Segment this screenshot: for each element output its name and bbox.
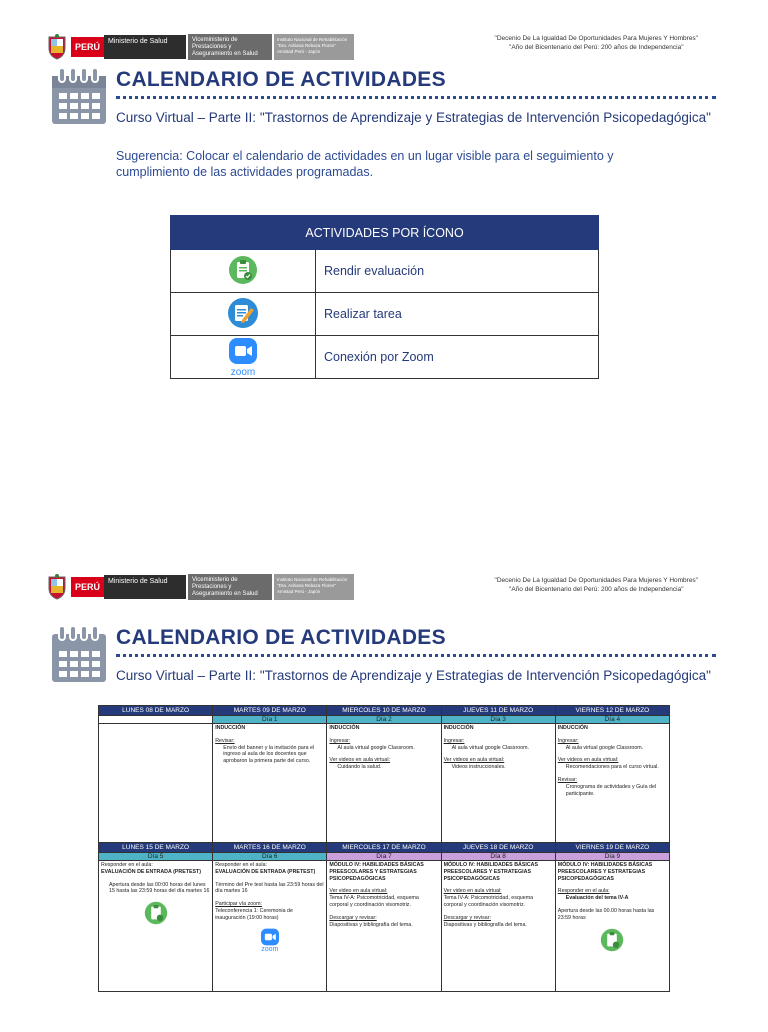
institute-label: Instituto Nacional de Rehabilitación "Dra. Adriana Rebaza Flores" Amistad Perú - Japón xyxy=(274,574,354,600)
header-logos xyxy=(46,32,354,62)
day-number: Día 9 xyxy=(555,853,669,861)
coat-of-arms-icon xyxy=(46,574,68,600)
page-subtitle: Curso Virtual – Parte II: "Trastornos de Aprendizaje y Estrategias de Intervención Psicopedagógica" xyxy=(116,110,711,125)
page-subtitle: Curso Virtual – Parte II: "Trastornos de Aprendizaje y Estrategias de Intervención Psicopedagógica" xyxy=(116,668,711,683)
icon-table-header: ACTIVIDADES POR ÍCONO xyxy=(171,216,599,250)
calendar-cell: MÓDULO IV: HABILIDADES BÁSICAS PREESCOLARES Y ESTRATEGIAS PSICOPEDAGÓGICAS Responder en el aula: Evaluación del tema IV-A Apertura desde las 00.00 horas hasta las 23:59 horas xyxy=(555,861,669,992)
page-title: CALENDARIO DE ACTIVIDADES xyxy=(116,626,446,649)
clipboard-check-icon xyxy=(228,255,258,285)
icon-row xyxy=(171,293,599,336)
day-header: LUNES 15 DE MARZO xyxy=(99,843,213,853)
viceministry-label: Viceministerio de Prestaciones y Aseguramiento en Salud xyxy=(188,34,272,60)
day-number xyxy=(99,716,213,724)
calendar-cell: INDUCCIÓN Revisar: Envío del banner y la invitación para el ingreso al aula de los docentes que aprobaron la primera parte del curso. xyxy=(213,724,327,843)
calendar-cell: MÓDULO IV: HABILIDADES BÁSICAS PREESCOLARES Y ESTRATEGIAS PSICOPEDAGÓGICAS Ver video en aula virtual: Tema IV-A: Psicomotricidad, esquema corporal y coordinación visomotriz. Descargar y revisar: Diapositivas y bibliografía del tema. xyxy=(327,861,441,992)
decenio-text: "Decenio De La Igualdad De Oportunidades Para Mujeres Y Hombres" "Año del Bicentenario del Perú: 200 años de Independencia" xyxy=(494,577,698,593)
icon-row xyxy=(171,336,599,379)
decenio-text: "Decenio De La Igualdad De Oportunidades Para Mujeres Y Hombres" "Año del Bicentenario del Perú: 200 años de Independencia" xyxy=(494,35,698,51)
day-number: Día 3 xyxy=(441,716,555,724)
notepad-pencil-icon xyxy=(227,297,259,329)
dotted-divider xyxy=(116,96,716,99)
calendar-icon xyxy=(50,624,108,684)
ministry-label: Ministerio de Salud xyxy=(104,35,186,59)
clipboard-check-icon xyxy=(600,928,624,952)
day-number: Día 5 xyxy=(99,853,213,861)
icon-row-label: Conexión por Zoom xyxy=(316,336,599,379)
calendar-table xyxy=(98,705,670,992)
institute-label: Instituto Nacional de Rehabilitación "Dra. Adriana Rebaza Flores" Amistad Perú - Japón xyxy=(274,34,354,60)
zoom-label: zoom xyxy=(230,366,256,378)
page-2 xyxy=(0,552,768,1032)
zoom-icon xyxy=(228,337,258,378)
day-number: Día 7 xyxy=(327,853,441,861)
day-number: Día 1 xyxy=(213,716,327,724)
day-header: JUEVES 11 DE MARZO xyxy=(441,706,555,716)
day-header: VIERNES 19 DE MARZO xyxy=(555,843,669,853)
peru-label: PERÚ xyxy=(71,577,104,597)
header-logos xyxy=(46,572,354,602)
calendar-cell: Responder en el aula: EVALUACIÓN DE ENTRADA (PRETEST) Apertura desde las 00:00 horas del lunes 15 hasta las 23:59 horas del día martes 16 xyxy=(99,861,213,992)
day-header: VIERNES 12 DE MARZO xyxy=(555,706,669,716)
day-number: Día 6 xyxy=(213,853,327,861)
day-number: Día 2 xyxy=(327,716,441,724)
calendar-cell xyxy=(99,724,213,843)
calendar-cell: MÓDULO IV: HABILIDADES BÁSICAS PREESCOLARES Y ESTRATEGIAS PSICOPEDAGÓGICAS Ver video en aula virtual: Tema IV-A: Psicomotricidad, esquema corporal y coordinación visomotriz. Descargar y revisar: Diapositivas y bibliografía del tema. xyxy=(441,861,555,992)
day-header: LUNES 08 DE MARZO xyxy=(99,706,213,716)
icon-row-label: Realizar tarea xyxy=(316,293,599,336)
day-header: MIERCOLES 10 DE MARZO xyxy=(327,706,441,716)
calendar-cell: Responder en el aula: EVALUACIÓN DE ENTRADA (PRETEST) Término del Pre test hasta las 23:59 horas del día martes 16 Participar vía zoom: Teleconferencia 1: Ceremonia de inauguración (19:00 horas) zoom xyxy=(213,861,327,992)
suggestion-text: Sugerencia: Colocar el calendario de actividades en un lugar visible para el seguimiento y cumplimiento de las actividades programadas. xyxy=(116,149,614,179)
icon-legend-table xyxy=(170,215,599,379)
icon-row xyxy=(171,250,599,293)
dotted-divider xyxy=(116,654,716,657)
calendar-cell: INDUCCIÓN Ingresar: Al aula virtual google Classroom. Ver videos en aula virtual: Recomendaciones para el curso virtual. Revisar: Cronograma de actividades y Guía del participante. xyxy=(555,724,669,843)
day-header: MARTES 09 DE MARZO xyxy=(213,706,327,716)
ministry-label: Ministerio de Salud xyxy=(104,575,186,599)
calendar-cell: INDUCCIÓN Ingresar: Al aula virtual google Classroom. Ver videos en aula virtual: Cuidando la salud. xyxy=(327,724,441,843)
page-title: CALENDARIO DE ACTIVIDADES xyxy=(116,68,446,91)
day-header: MARTES 16 DE MARZO xyxy=(213,843,327,853)
day-number: Día 8 xyxy=(441,853,555,861)
clipboard-check-icon xyxy=(144,901,168,925)
day-header: JUEVES 18 DE MARZO xyxy=(441,843,555,853)
calendar-icon xyxy=(50,66,108,126)
day-header: MIERCOLES 17 DE MARZO xyxy=(327,843,441,853)
page-1 xyxy=(0,0,768,480)
peru-label: PERÚ xyxy=(71,37,104,57)
day-number: Día 4 xyxy=(555,716,669,724)
calendar-cell: INDUCCIÓN Ingresar: Al aula virtual google Classroom. Ver videos en aula virtual: Videos instruccionales. xyxy=(441,724,555,843)
zoom-icon: zoom xyxy=(215,928,324,954)
viceministry-label: Viceministerio de Prestaciones y Aseguramiento en Salud xyxy=(188,574,272,600)
icon-row-label: Rendir evaluación xyxy=(316,250,599,293)
coat-of-arms-icon xyxy=(46,34,68,60)
